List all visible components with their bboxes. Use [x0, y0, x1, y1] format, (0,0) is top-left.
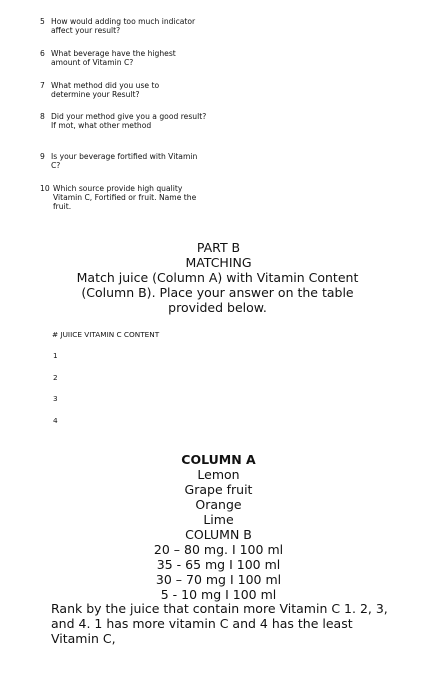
question-number: 10: [40, 184, 50, 193]
question-number: 9: [40, 152, 45, 161]
column-a-item: Orange: [195, 497, 242, 512]
column-a-item: Lemon: [197, 467, 240, 482]
column-b-item: 20 – 80 mg. I 100 ml: [153, 542, 284, 557]
part-b-title: PART B: [196, 240, 241, 255]
part-b-instruction: Match juice (Column A) with Vitamin Content (Column B). Place your answer on the table provided below.: [76, 270, 359, 315]
column-a-item: Lime: [203, 512, 234, 527]
column-b-item: 5 - 10 mg I 100 ml: [160, 587, 277, 602]
question-text: Did your method give you a good result? If mot, what other method: [51, 112, 207, 130]
question-text: Is your beverage fortified with Vitamin C?: [51, 152, 198, 170]
question-text: What method did you use to determine your Result?: [51, 81, 160, 99]
column-a-heading: COLUMN A: [181, 452, 256, 467]
rank-instruction: Rank by the juice that contain more Vitamin C 1. 2, 3, and 4. 1 has more vitamin C and 4 has the least Vitamin C,: [51, 601, 388, 646]
question-text: What beverage have the highest amount of Vitamin C?: [51, 49, 176, 67]
answer-row-1: 1: [53, 351, 58, 360]
question-number: 6: [40, 49, 45, 58]
column-a-item: Grape fruit: [184, 482, 253, 497]
answer-row-4: 4: [53, 416, 58, 425]
answer-row-2: 2: [53, 373, 58, 382]
column-b-item: 35 - 65 mg I 100 ml: [156, 557, 281, 572]
answer-row-3: 3: [53, 394, 58, 403]
question-text: How would adding too much indicator affect your result?: [51, 17, 196, 35]
part-b-subtitle: MATCHING: [185, 255, 252, 270]
question-text: Which source provide high quality Vitamin C, Fortified or fruit. Name the fruit.: [53, 184, 197, 211]
question-number: 7: [40, 81, 45, 90]
question-number: 8: [40, 112, 45, 121]
question-number: 5: [40, 17, 45, 26]
column-b-item: 30 – 70 mg I 100 ml: [155, 572, 282, 587]
answer-table-header: # JUIICE VITAMIN C CONTENT: [52, 330, 160, 339]
column-b-heading: COLUMN B: [185, 527, 252, 542]
